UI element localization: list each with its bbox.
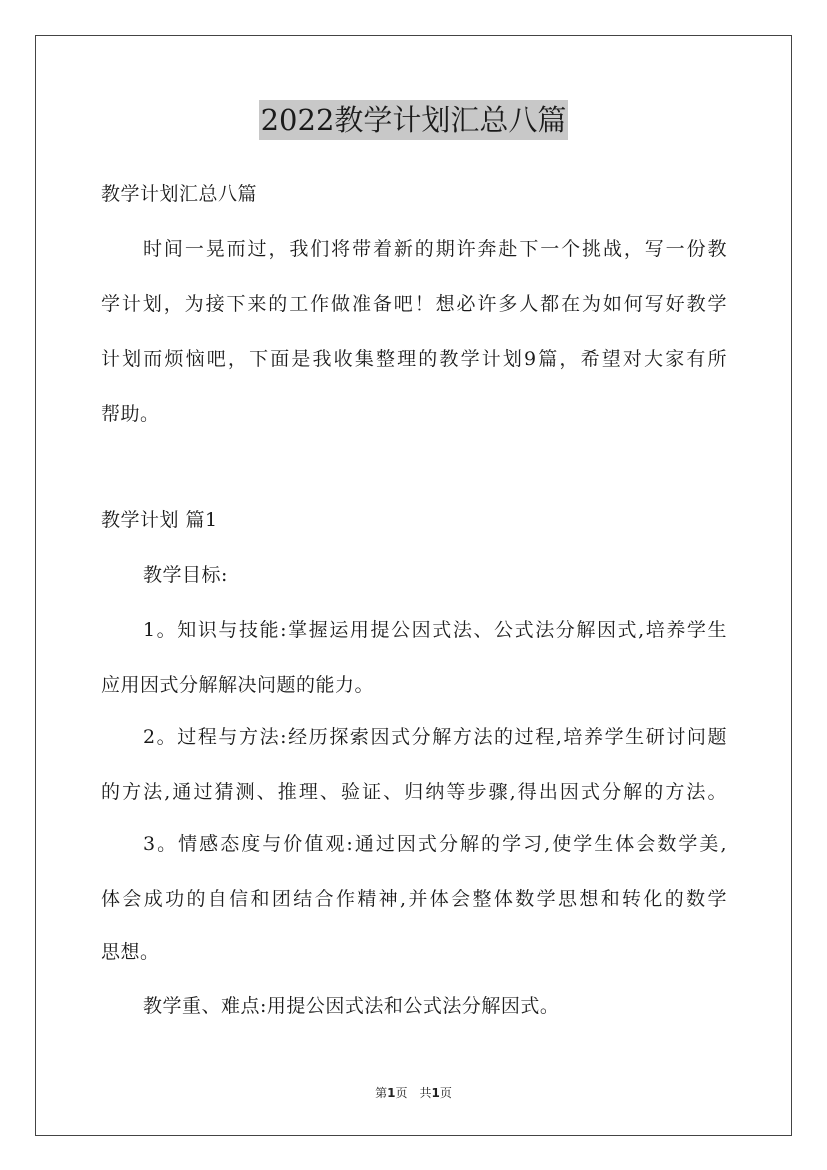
intro-line-1: 时间一晃而过，我们将带着新的期许奔赴下一个挑战，写一份教 [143, 238, 727, 260]
section-heading: 教学计划 篇1 [101, 509, 218, 531]
intro-line-3: 计划而烦恼吧，下面是我收集整理的教学计划9篇，希望对大家有所 [101, 348, 727, 370]
goal2-line-1: 2。过程与方法:经历探索因式分解方法的过程,培养学生研讨问题 [143, 726, 727, 748]
intro-line-2: 学计划，为接下来的工作做准备吧！想必许多人都在为如何写好教学 [101, 293, 727, 315]
intro-line-4: 帮助。 [101, 403, 160, 425]
footer-page-prefix: 第 [375, 1086, 388, 1100]
footer-page-suffix: 页 [439, 1086, 452, 1100]
goal1-line-1: 1。知识与技能:掌握运用提公因式法、公式法分解因式,培养学生 [143, 619, 727, 641]
footer-page-mid: 页 共 [395, 1086, 432, 1100]
goals-label: 教学目标: [143, 564, 228, 586]
goal1-line-2: 应用因式分解解决问题的能力。 [101, 674, 375, 696]
page-footer [0, 1084, 827, 1101]
footer-page-total: 1 [431, 1086, 440, 1100]
key-points: 教学重、难点:用提公因式法和公式法分解因式。 [143, 995, 560, 1017]
document-title: 2022教学计划汇总八篇 [259, 100, 569, 140]
goal2-line-2: 的方法,通过猜测、推理、验证、归纳等步骤,得出因式分解的方法。 [101, 781, 727, 803]
goal3-line-1: 3。情感态度与价值观:通过因式分解的学习,使学生体会数学美, [143, 833, 727, 855]
footer-page-number: 1 [387, 1086, 396, 1100]
document-subtitle: 教学计划汇总八篇 [101, 183, 258, 205]
goal3-line-3: 思想。 [101, 941, 160, 963]
goal3-line-2: 体会成功的自信和团结合作精神,并体会整体数学思想和转化的数学 [101, 888, 727, 910]
title-container [0, 100, 827, 140]
